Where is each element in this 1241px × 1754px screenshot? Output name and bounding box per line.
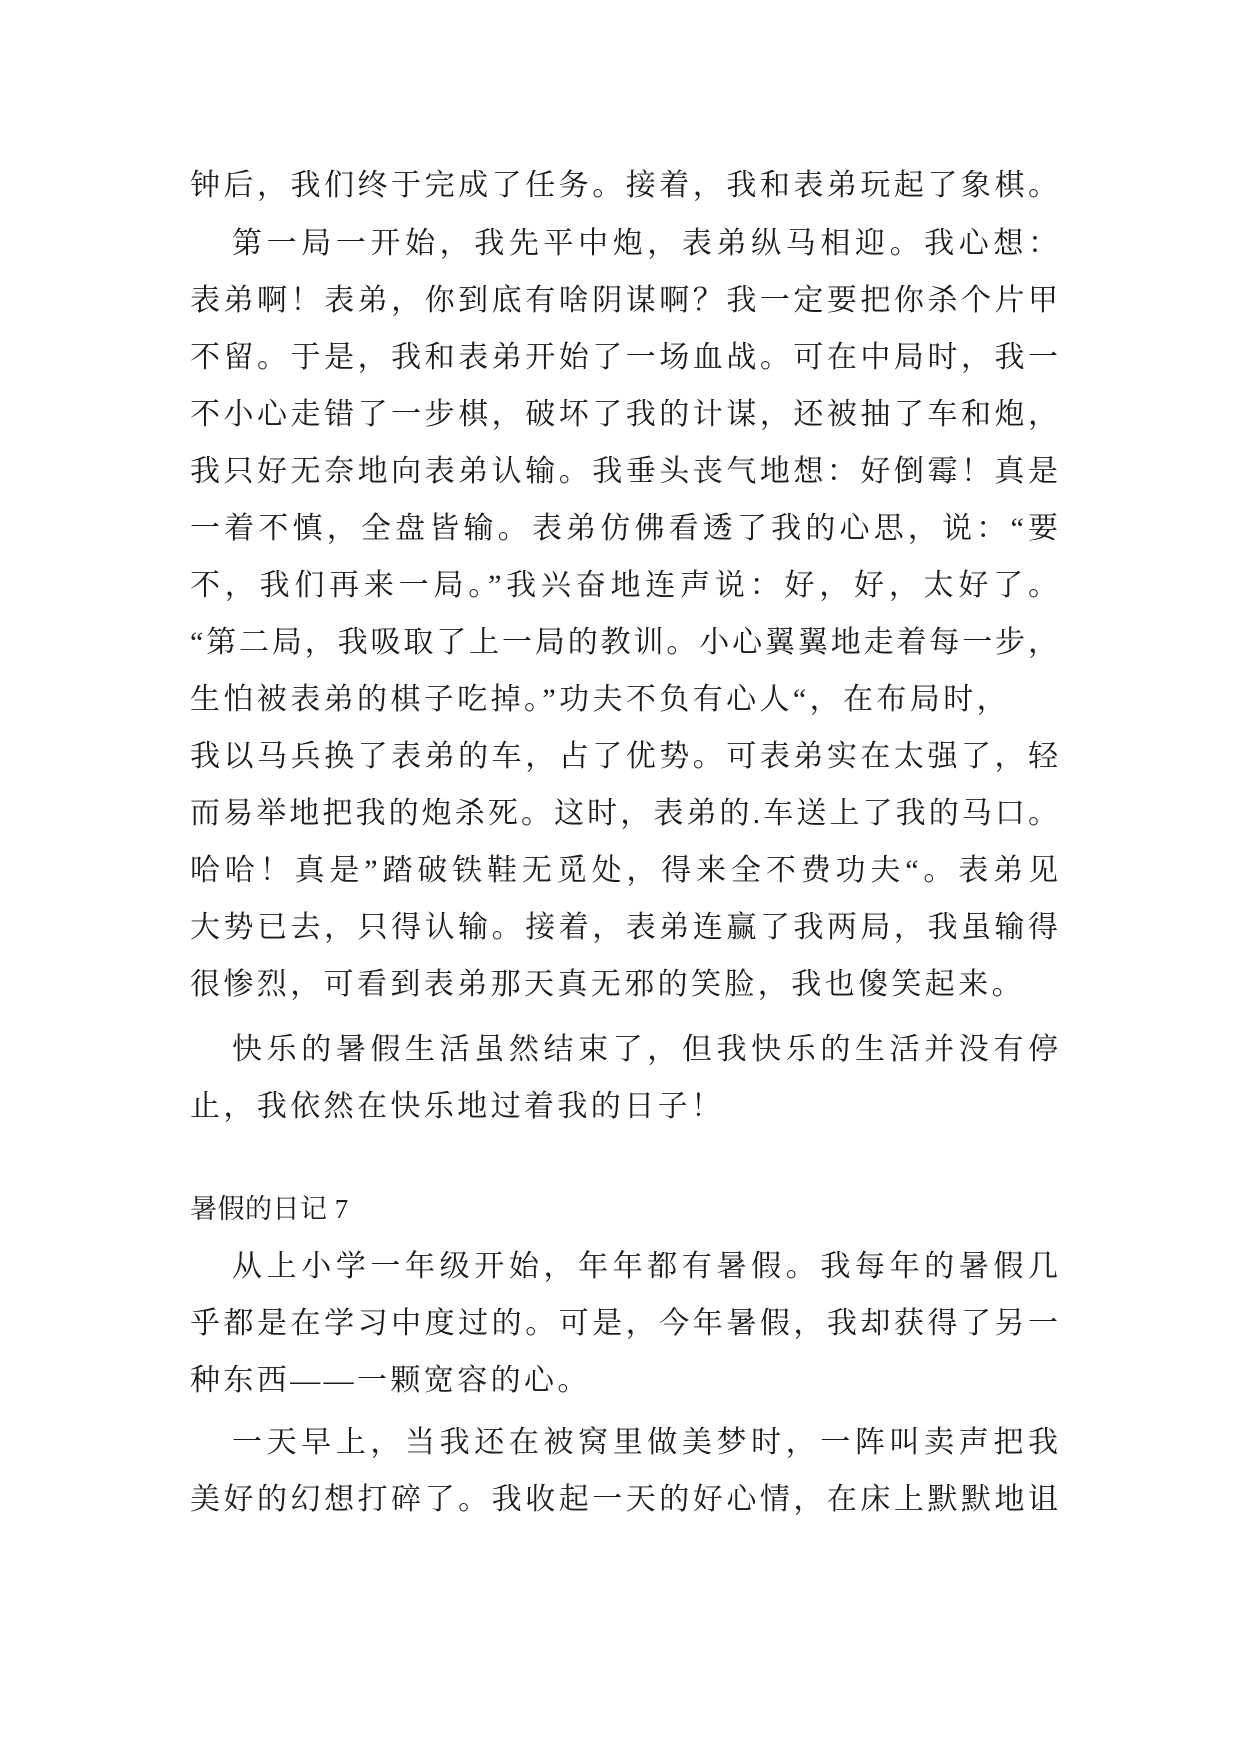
text-line: 表弟啊！表弟，你到底有啥阴谋啊？我一定要把你杀个片甲 <box>190 284 1060 317</box>
text-line: 很惨烈，可看到表弟那天真无邪的笑脸，我也傻笑起来。 <box>190 968 1025 1001</box>
entry-title: 暑假的日记 7 <box>190 1194 349 1224</box>
paragraph <box>190 215 1060 1013</box>
text-line: 而易举地把我的炮杀死。这时，表弟的.车送上了我的马口。 <box>190 797 1060 830</box>
text-line: 从上小学一年级开始，年年都有暑假。我每年的暑假几 <box>232 1250 1060 1283</box>
paragraph <box>190 1021 1060 1135</box>
text-line: 一天早上，当我还在被窝里做美梦时，一阵叫卖声把我 <box>232 1426 1060 1459</box>
text-line: 止，我依然在快乐地过着我的日子！ <box>190 1090 725 1123</box>
text-line: 美好的幻想打碎了。我收起一天的好心情，在床上默默地诅 <box>190 1483 1060 1516</box>
text-line: 种东西——一颗宽容的心。 <box>190 1364 591 1397</box>
text-line: 不留。于是，我和表弟开始了一场血战。可在中局时，我一 <box>190 341 1060 374</box>
text-line: 乎都是在学习中度过的。可是，今年暑假，我却获得了另一 <box>190 1307 1060 1340</box>
text-line: “第二局，我吸取了上一局的教训。小心翼翼地走着每一步， <box>190 626 1060 659</box>
paragraph <box>190 1238 1060 1409</box>
text-line: 不，我们再来一局。”我兴奋地连声说：好，好，太好了。 <box>190 569 1060 602</box>
text-line: 大势已去，只得认输。接着，表弟连赢了我两局，我虽输得 <box>190 911 1060 944</box>
text-line: 一着不慎，全盘皆输。表弟仿佛看透了我的心思，说：“要 <box>190 512 1060 545</box>
document-body <box>190 157 1060 1528</box>
paragraph <box>190 1414 1060 1528</box>
text-line: 我只好无奈地向表弟认输。我垂头丧气地想：好倒霉！真是 <box>190 455 1060 488</box>
paragraph <box>190 157 1060 214</box>
text-line: 第一局一开始，我先平中炮，表弟纵马相迎。我心想： <box>232 227 1060 260</box>
text-line: 生怕被表弟的棋子吃掉。”功夫不负有心人“，在布局时， <box>190 683 1011 716</box>
text-line: 我以马兵换了表弟的车，占了优势。可表弟实在太强了，轻 <box>190 740 1060 773</box>
text-line: 不小心走错了一步棋，破坏了我的计谋，还被抽了车和炮， <box>190 398 1060 431</box>
text-line: 钟后，我们终于完成了任务。接着，我和表弟玩起了象棋。 <box>190 169 1060 202</box>
text-line: 快乐的暑假生活虽然结束了，但我快乐的生活并没有停 <box>232 1033 1060 1066</box>
text-line: 哈哈！真是”踏破铁鞋无觅处，得来全不费功夫“。表弟见 <box>190 854 1060 887</box>
